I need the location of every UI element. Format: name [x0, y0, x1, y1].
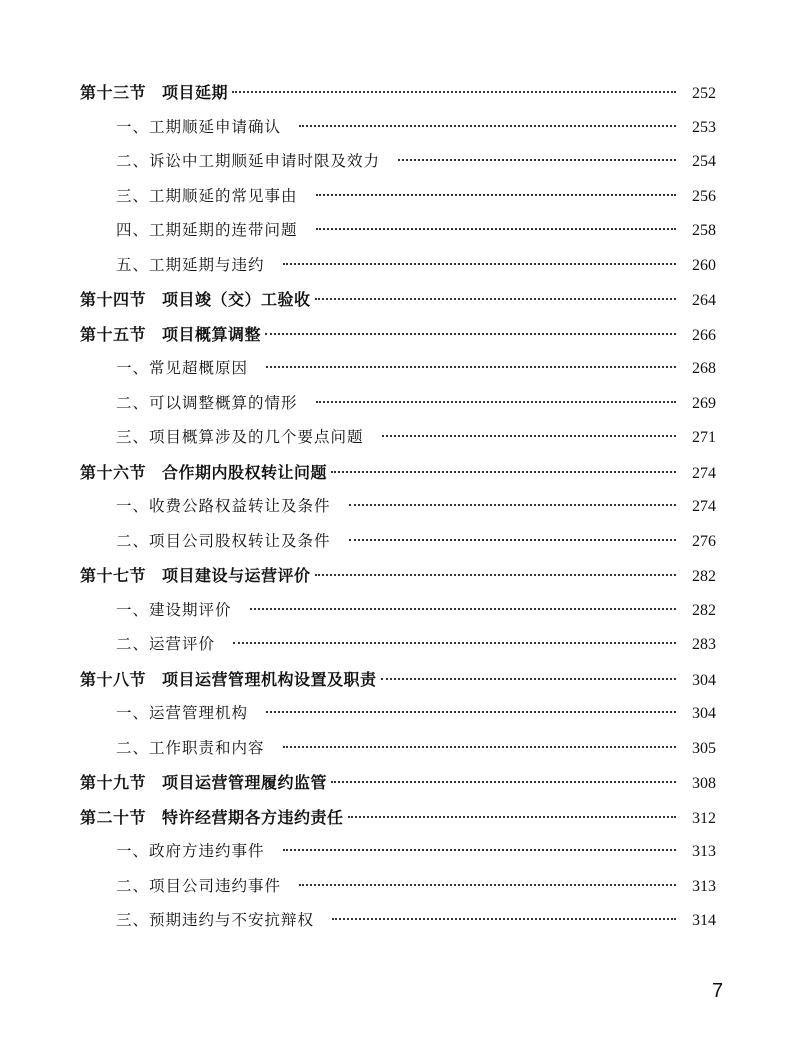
dot-leader [382, 435, 676, 437]
page-number: 308 [692, 775, 716, 792]
dot-leader [265, 333, 676, 335]
dot-leader [349, 504, 676, 506]
page-number: 268 [692, 360, 716, 377]
toc-entry-title: 一、工期顺延申请确认 [116, 117, 282, 136]
toc-entry-title: 一、运营管理机构 [116, 704, 249, 722]
toc-subsection-row[interactable] [116, 529, 716, 559]
dot-leader [315, 298, 676, 300]
toc-subsection-row[interactable] [116, 736, 716, 766]
toc-entry-title: 五、工期延期与违约 [116, 255, 265, 274]
toc-section-row[interactable] [80, 287, 716, 317]
dot-leader [315, 574, 676, 576]
section-number: 第十五节 [80, 324, 147, 344]
toc-subsection-row[interactable] [116, 425, 716, 455]
dot-leader [349, 539, 676, 541]
dot-leader [316, 194, 676, 196]
page-number: 282 [692, 601, 716, 619]
toc-subsection-row[interactable] [116, 149, 716, 179]
dot-leader [283, 849, 676, 851]
toc-entry-title: 四、工期延期的连带问题 [116, 221, 298, 239]
page-number: 282 [692, 568, 716, 585]
toc-section-row[interactable] [80, 667, 716, 697]
toc-subsection-row[interactable] [116, 184, 716, 214]
toc-entry-title: 三、预期违约与不安抗辩权 [116, 911, 315, 929]
page-number: 274 [692, 464, 716, 482]
page-number: 274 [692, 498, 716, 515]
page-folio-number: 7 [712, 980, 724, 1002]
toc-subsection-row[interactable] [116, 494, 716, 524]
page-number: 271 [692, 429, 716, 446]
section-number: 第十六节 [80, 462, 147, 482]
dot-leader [316, 228, 676, 230]
section-number: 第十三节 [80, 83, 147, 102]
toc-entry-title: 二、运营评价 [116, 635, 216, 653]
dot-leader [283, 746, 676, 748]
page-number: 266 [692, 326, 716, 344]
toc-section-row[interactable] [80, 563, 716, 593]
toc-subsection-row[interactable] [116, 218, 716, 248]
toc-entry-title: 项目概算调整 [162, 324, 262, 344]
toc-subsection-row[interactable] [116, 874, 716, 904]
page-number: 304 [692, 705, 716, 722]
toc-entry-title: 二、项目公司违约事件 [116, 876, 282, 895]
dot-leader [233, 642, 676, 644]
section-number: 第十七节 [80, 566, 147, 585]
dot-leader [299, 884, 676, 886]
toc-entry-title: 一、政府方违约事件 [116, 842, 265, 860]
page-number: 312 [692, 809, 716, 827]
dot-leader [331, 471, 676, 473]
toc-entry-title: 一、收费公路权益转让及条件 [116, 497, 331, 515]
toc-entry-title: 项目建设与运营评价 [162, 566, 311, 585]
toc-entry-title: 三、项目概算涉及的几个要点问题 [116, 428, 364, 446]
page-number: 269 [692, 394, 716, 412]
toc-entry-title: 项目运营管理机构设置及职责 [162, 669, 377, 689]
toc-section-row[interactable] [80, 80, 716, 110]
toc-entry-title: 一、建设期评价 [116, 600, 232, 619]
toc-entry-title: 二、项目公司股权转让及条件 [116, 531, 331, 550]
toc-entry-title: 项目运营管理履约监管 [162, 773, 328, 792]
page-number: 304 [692, 671, 716, 689]
page-number: 264 [692, 292, 716, 309]
toc-entry-title: 合作期内股权转让问题 [162, 462, 328, 482]
dot-leader [316, 401, 676, 403]
toc-entry-title: 二、工作职责和内容 [116, 738, 265, 757]
dot-leader [348, 816, 676, 818]
toc-subsection-row[interactable] [116, 115, 716, 145]
page-number: 313 [692, 877, 716, 895]
section-number: 第十四节 [80, 290, 147, 309]
page-number: 252 [692, 85, 716, 102]
toc-subsection-row[interactable] [116, 356, 716, 386]
toc-entry-title: 二、诉讼中工期顺延申请时限及效力 [116, 152, 381, 170]
page-number: 305 [692, 739, 716, 757]
toc-entry-title: 一、常见超概原因 [116, 359, 249, 377]
toc-subsection-row[interactable] [116, 391, 716, 421]
dot-leader [266, 366, 676, 368]
toc-subsection-row[interactable] [116, 632, 716, 662]
toc-entry-title: 二、可以调整概算的情形 [116, 393, 298, 412]
toc-entry-title: 三、工期顺延的常见事由 [116, 186, 298, 205]
page-number: 314 [692, 912, 716, 929]
dot-leader [232, 91, 676, 93]
toc-subsection-row[interactable] [116, 908, 716, 938]
toc-subsection-row[interactable] [116, 253, 716, 283]
page-number: 258 [692, 222, 716, 239]
page-number: 283 [692, 636, 716, 653]
section-number: 第十八节 [80, 669, 147, 689]
toc-subsection-row[interactable] [116, 701, 716, 731]
page-number: 254 [692, 153, 716, 170]
dot-leader [332, 918, 676, 920]
toc-entry-title: 项目延期 [162, 83, 229, 102]
toc-section-row[interactable] [80, 805, 716, 835]
page-number: 276 [692, 532, 716, 550]
toc-entry-title: 特许经营期各方违约责任 [162, 807, 344, 827]
section-number: 第十九节 [80, 773, 147, 792]
toc-section-row[interactable] [80, 460, 716, 490]
dot-leader [398, 159, 676, 161]
dot-leader [331, 781, 676, 783]
toc-section-row[interactable] [80, 770, 716, 800]
dot-leader [283, 263, 676, 265]
toc-subsection-row[interactable] [116, 598, 716, 628]
section-number: 第二十节 [80, 807, 147, 827]
toc-section-row[interactable] [80, 322, 716, 352]
dot-leader [299, 125, 676, 127]
toc-subsection-row[interactable] [116, 839, 716, 869]
page-number: 260 [692, 256, 716, 274]
toc-entry-title: 项目竣（交）工验收 [162, 290, 311, 309]
dot-leader [266, 711, 676, 713]
page-number: 313 [692, 843, 716, 860]
page-number: 253 [692, 118, 716, 136]
dot-leader [381, 678, 676, 680]
dot-leader [250, 608, 676, 610]
page-number: 256 [692, 187, 716, 205]
